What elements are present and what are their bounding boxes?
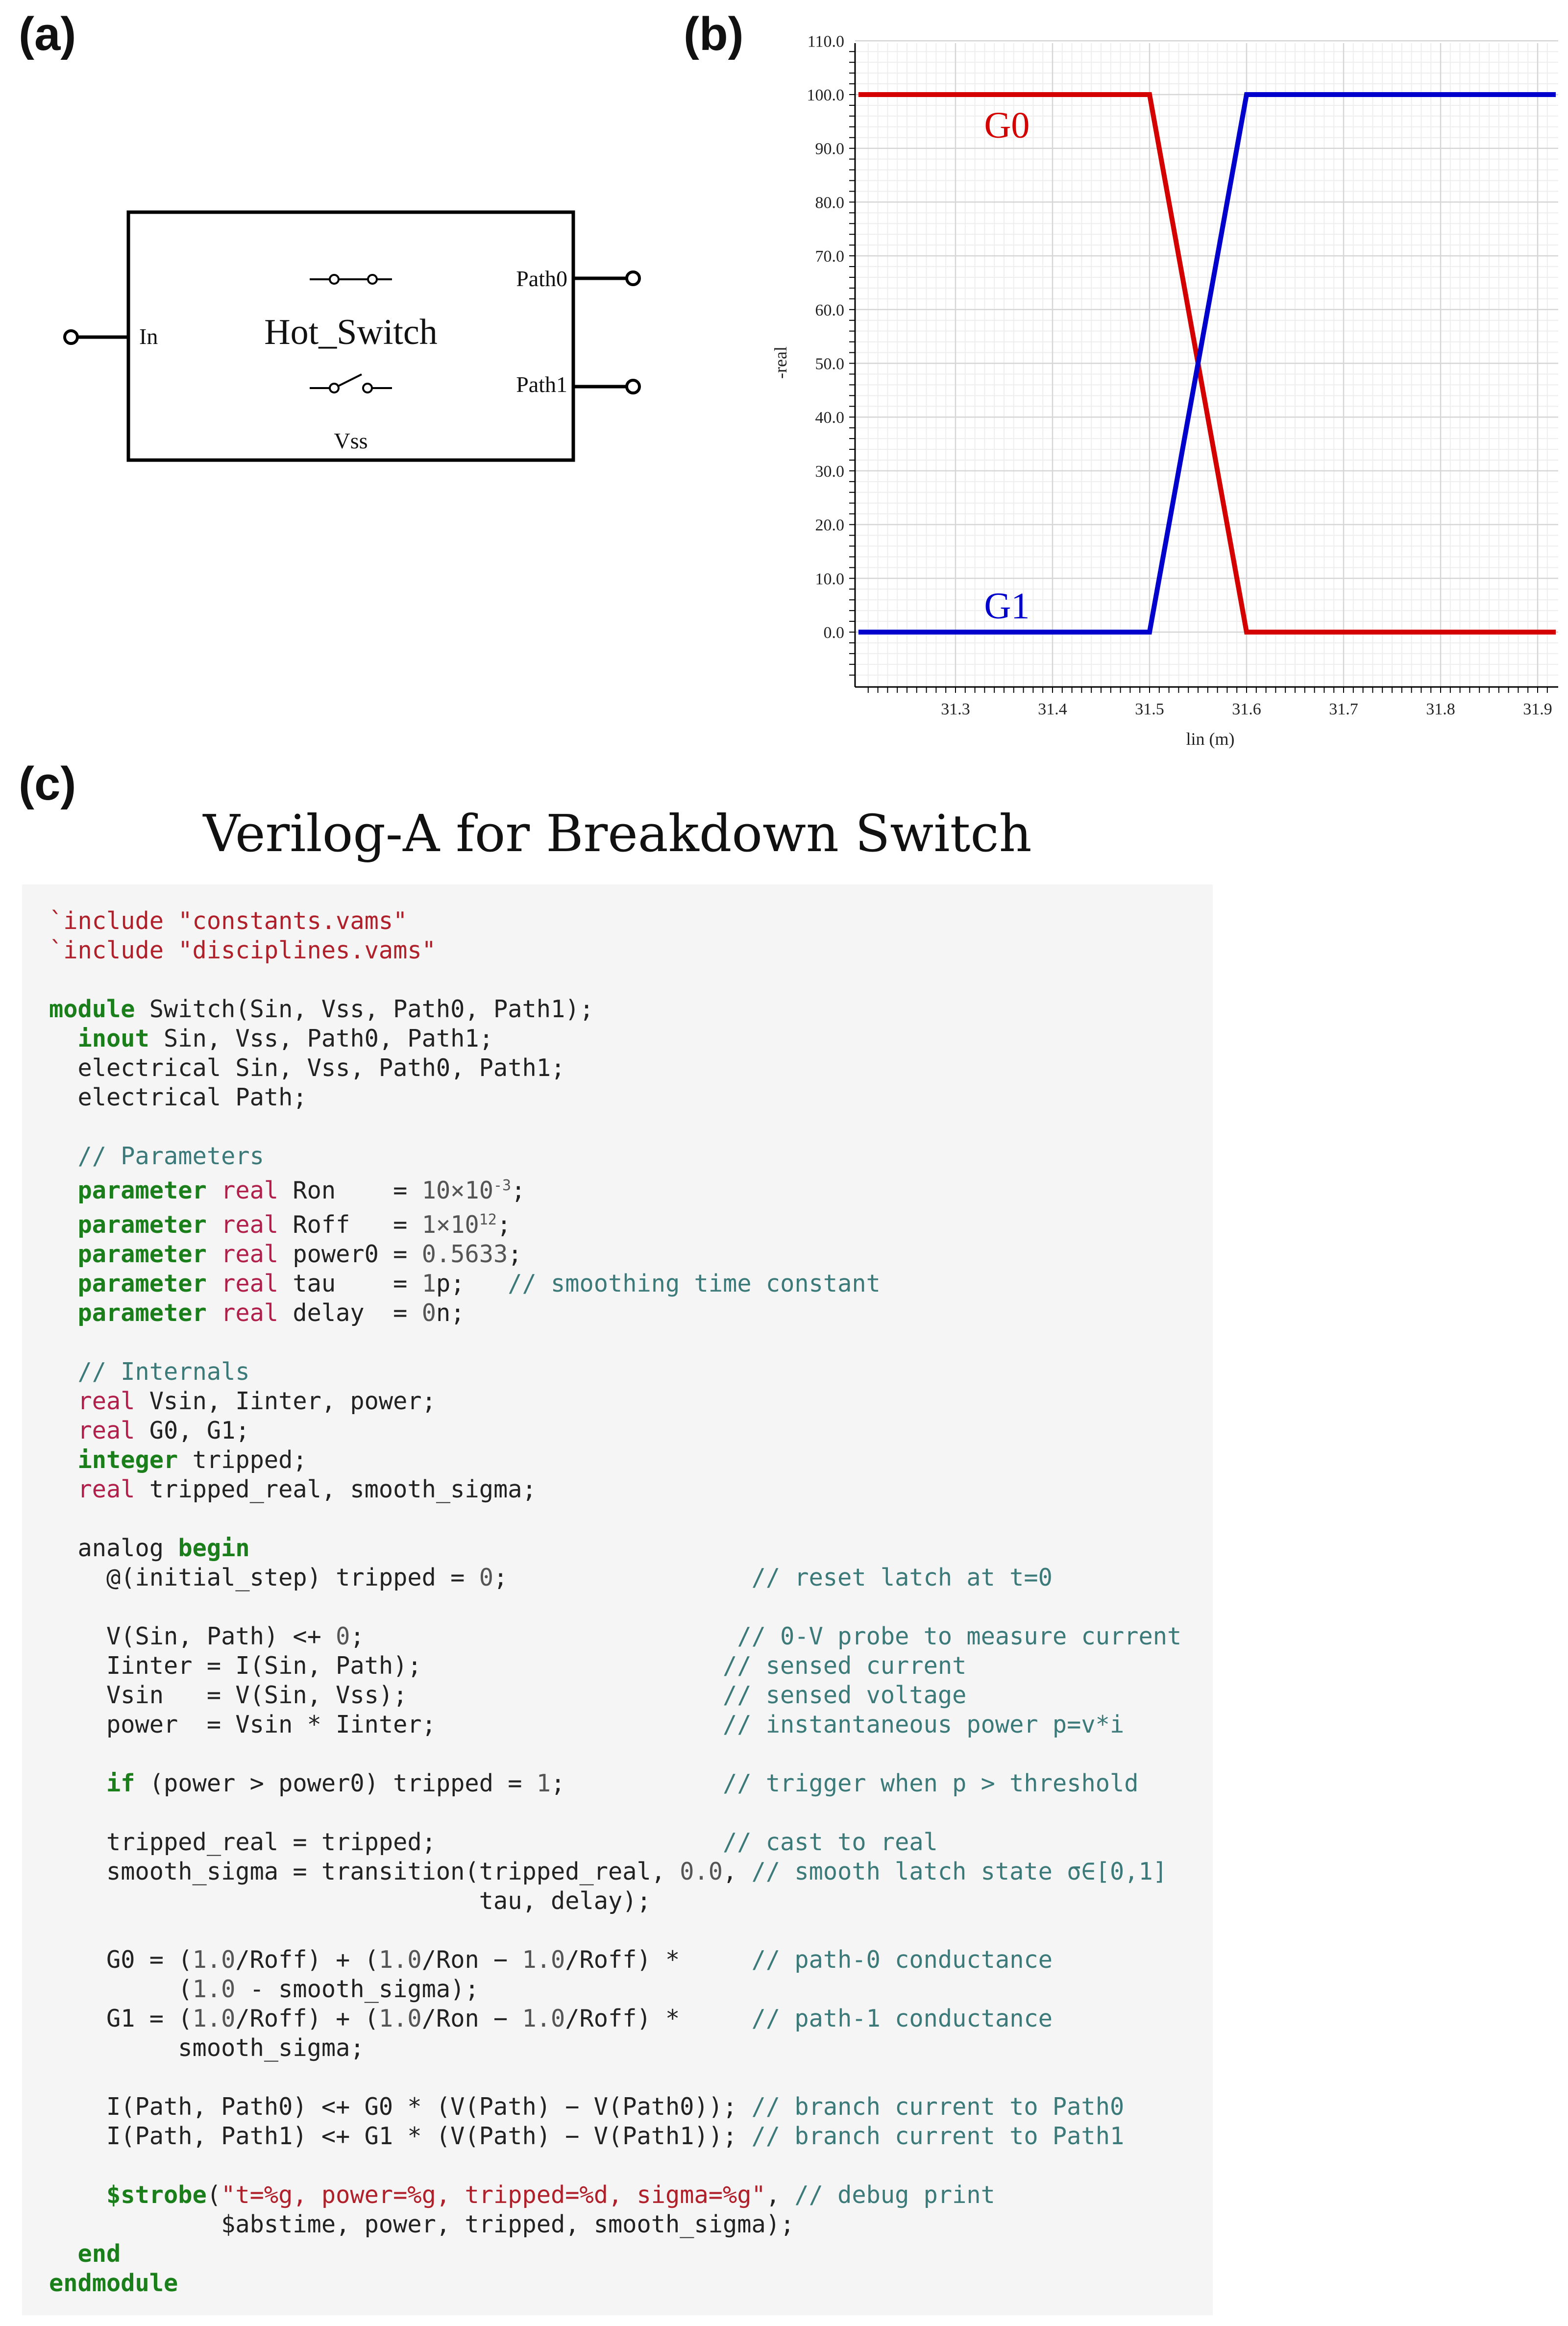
y-tick-label: 20.0 — [815, 516, 844, 535]
hot-switch-schematic — [0, 0, 657, 490]
y-tick-label: 110.0 — [807, 32, 844, 51]
y-tick-label: 70.0 — [815, 247, 844, 266]
verilog-a-code: `include "constants.vams" `include "disciplines.vams" module Switch(Sin, Vss, Path0, Path1); inout Sin, Vss, Path0, Path1; electrical Sin, Vss, Path0, Path1; electrical Path; // Parameters parameter real Ron = $10\times 10^{-3}$; parameter real Roff = $1\times 10^{12}$; parameter real power0 = 0.5633; parameter real tau = 1p; // smoothing time constant parameter real delay = 0n; // Internals real Vsin, Iinter, power; real G0, G1; integer tripped; real tripped_real, smooth_sigma; analog begin @(initial_step) tripped = 0; // reset latch at t=0 V(Sin, Path) <+ 0; // 0-V probe to measure current Iinter = I(Sin, Path); // sensed current Vsin = V(Sin, Vss); // sensed voltage power = Vsin * Iinter; // instantaneous power p=v*i if (power > power0) tripped = 1; // trigger when p > threshold tripped_real = tripped; // cast to real smooth_sigma = transition(tripped_real, 0.0, // smooth latch state σ∈[0,1] tau, delay); G0 = (1.0/Roff) + (1.0/Ron − 1.0/Roff) * // path-0 conductance (1.0 - smooth_sigma); G1 = (1.0/Roff) + (1.0/Ron − 1.0/Roff) * // path-1 conductance smooth_sigma; I(Path, Path0) <+ G0 * (V(Path) − V(Path0)); // branch current to Path0 I(Path, Path1) <+ G1 * (V(Path) − V(Path1)); // branch current to Path1 $strobe("t=%g, power=%g, tripped=%d, sigma=%g", // debug print $abstime, power, tripped, smooth_sigma); end endmodule — [49, 907, 1182, 2298]
y-tick-label: 0.0 — [823, 624, 844, 642]
x-tick-label: 31.4 — [1038, 700, 1067, 718]
x-tick-label: 31.7 — [1329, 700, 1358, 718]
y-tick-label: 50.0 — [815, 355, 844, 373]
port-in-label: In — [139, 324, 158, 349]
path0-terminal — [627, 272, 639, 285]
y-axis-label: -real — [771, 346, 790, 379]
x-tick-label: 31.5 — [1135, 700, 1164, 718]
x-tick-label: 31.8 — [1426, 700, 1455, 718]
in-terminal — [65, 331, 77, 343]
y-tick-label: 100.0 — [807, 86, 844, 104]
panel-label-b: (b) — [684, 8, 744, 60]
panel-label-c: (c) — [19, 758, 76, 810]
conductance-chart — [735, 0, 1568, 764]
x-tick-label: 31.9 — [1523, 700, 1552, 718]
port-path0-label: Path0 — [516, 266, 567, 291]
y-tick-label: 90.0 — [815, 140, 844, 158]
port-path1-label: Path1 — [516, 372, 567, 397]
path1-terminal — [627, 380, 639, 393]
series-label-g1: G1 — [984, 586, 1030, 627]
series-label-g0: G0 — [984, 105, 1030, 146]
block-title: Hot_Switch — [264, 312, 438, 352]
closed-switch-icon — [310, 275, 392, 284]
x-axis-label: lin (m) — [1186, 729, 1235, 749]
code-title: Verilog-A for Breakdown Switch — [203, 804, 1032, 863]
port-vss-label: Vss — [334, 428, 368, 453]
open-switch-icon — [310, 374, 392, 392]
x-tick-label: 31.3 — [941, 700, 970, 718]
y-tick-label: 60.0 — [815, 301, 844, 319]
y-tick-label: 30.0 — [815, 462, 844, 481]
y-tick-label: 40.0 — [815, 409, 844, 427]
y-tick-label: 10.0 — [815, 570, 844, 588]
y-tick-label: 80.0 — [815, 194, 844, 212]
x-tick-label: 31.6 — [1232, 700, 1261, 718]
panel-label-a: (a) — [19, 8, 76, 60]
